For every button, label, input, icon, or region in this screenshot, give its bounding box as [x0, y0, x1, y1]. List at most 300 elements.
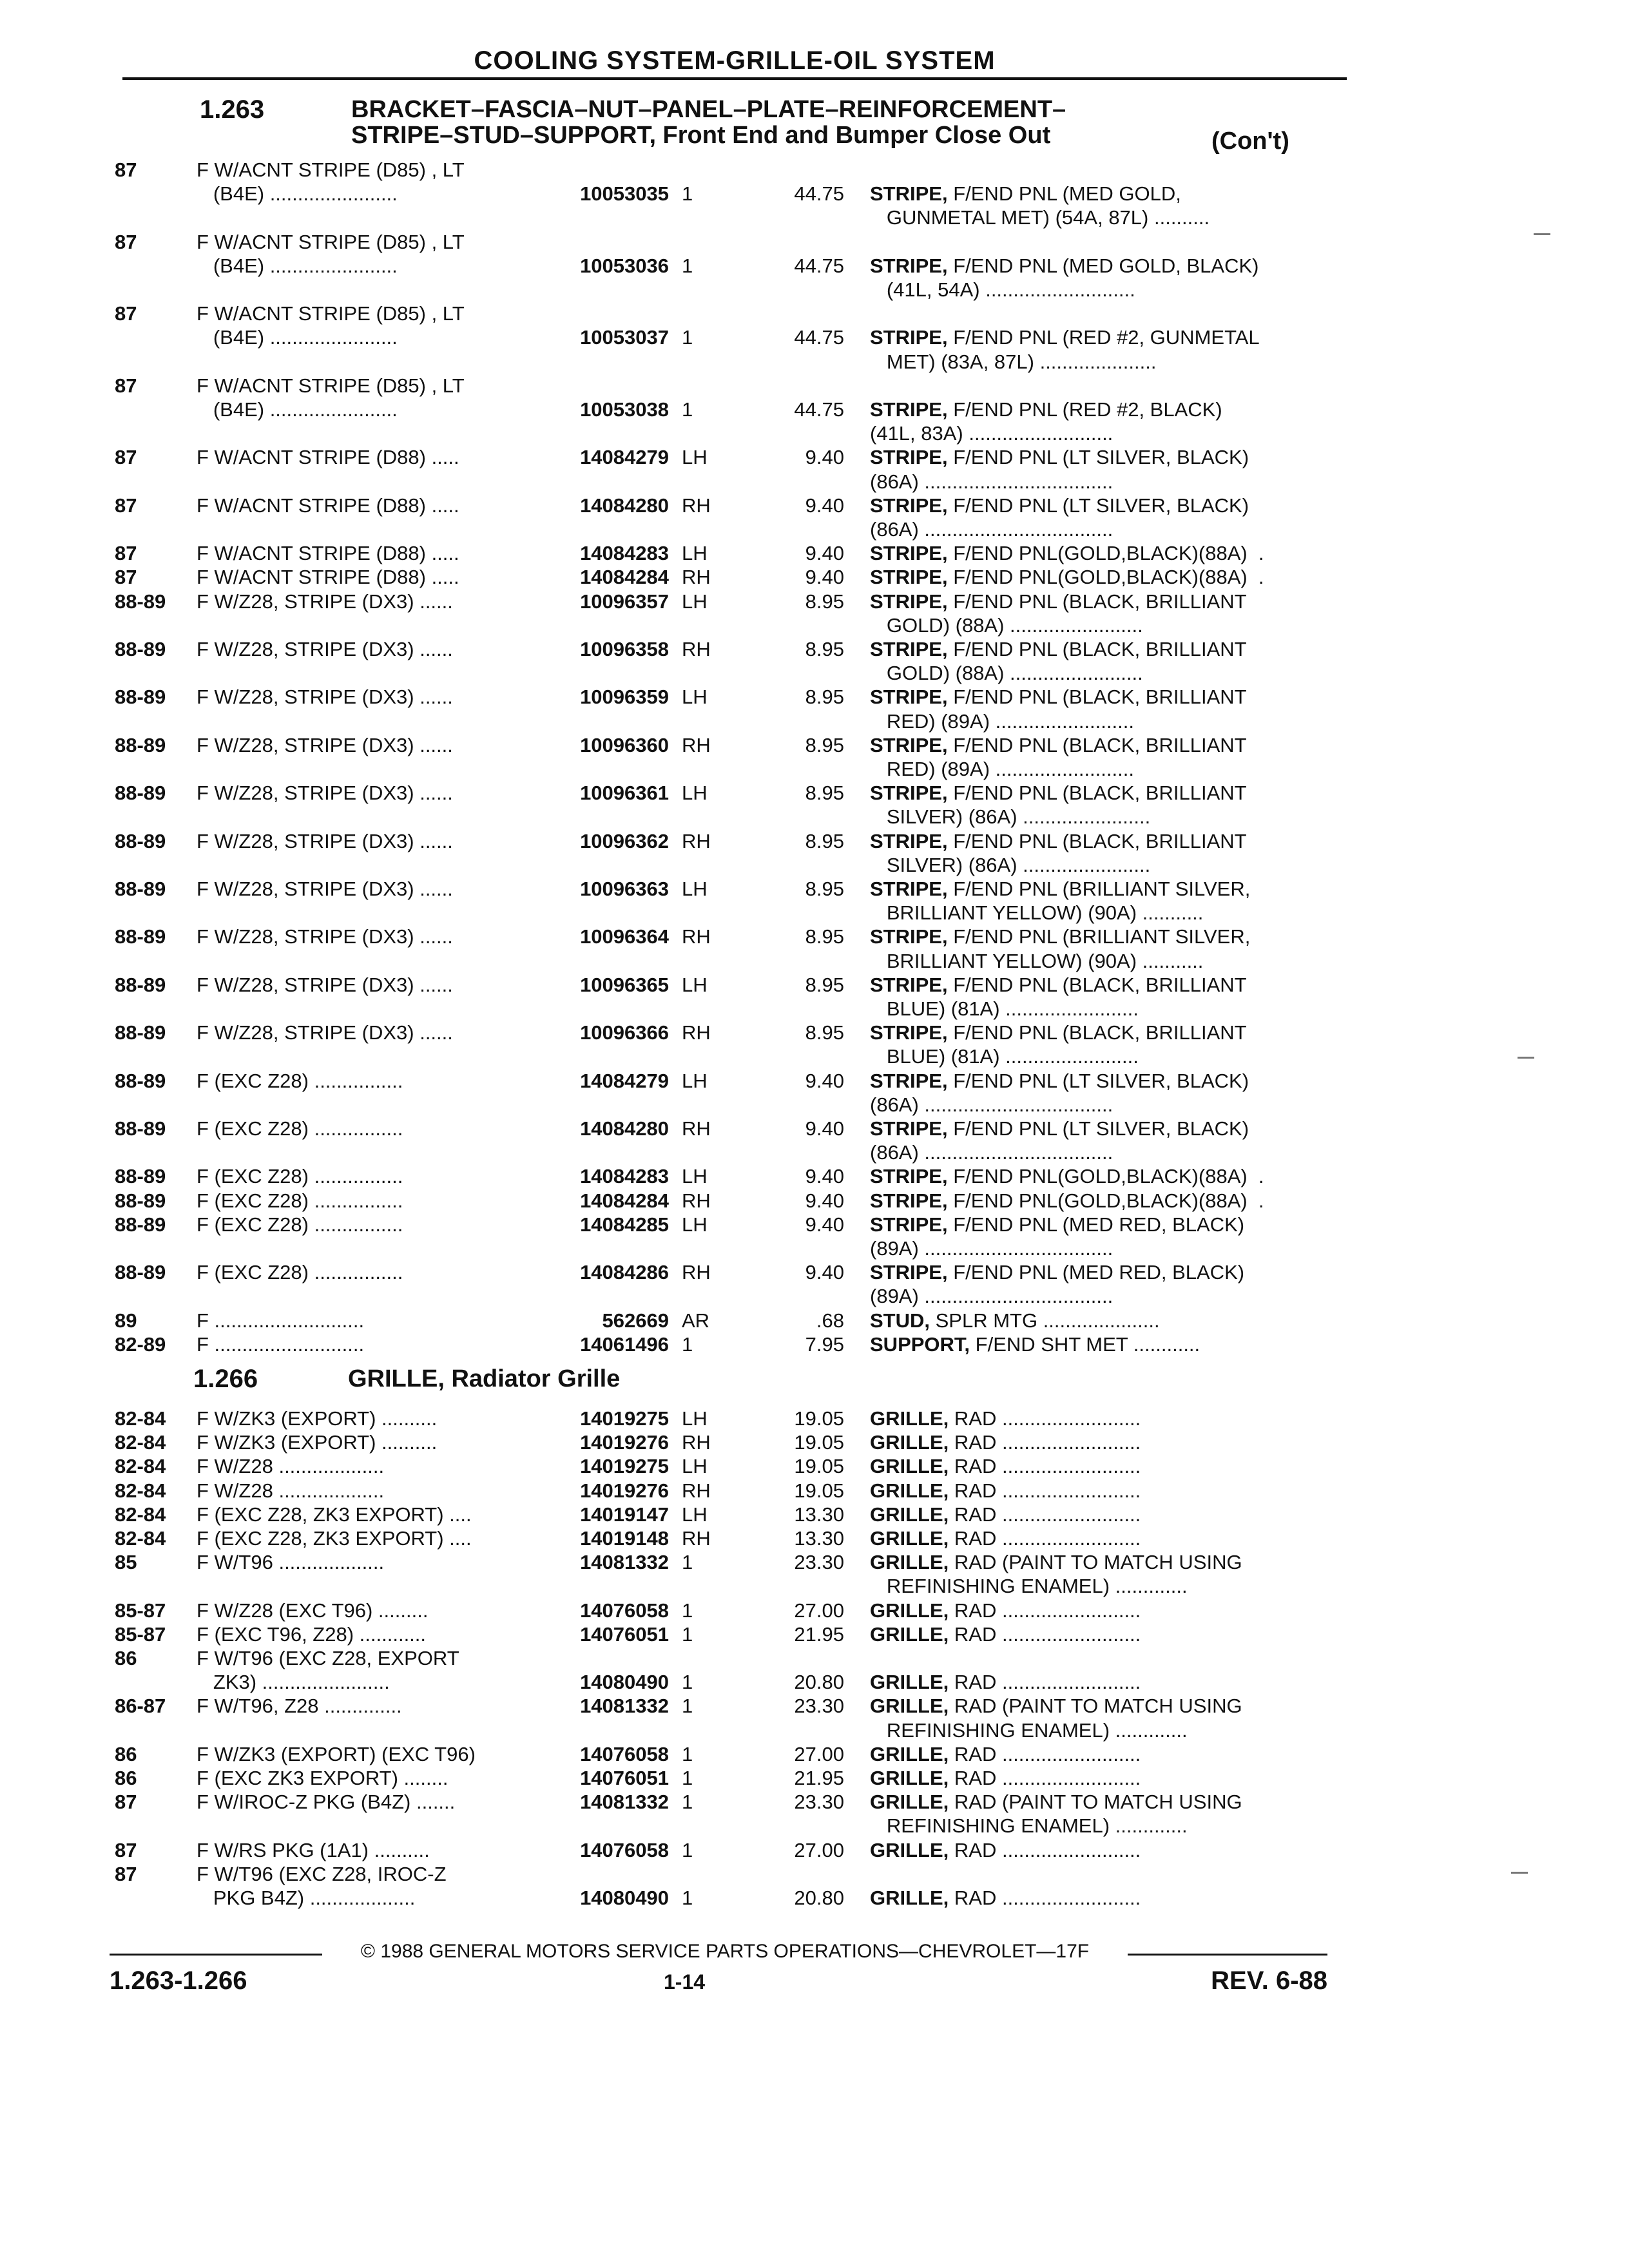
part-name: STRIPE, [870, 566, 948, 588]
section-title-1263-line2: STRIPE–STUD–SUPPORT, Front End and Bumper Close Out [351, 122, 1051, 149]
part-detail: RAD ......................... [949, 1671, 1141, 1693]
part-detail: F/END PNL (BLACK, BRILLIANT [947, 974, 1247, 996]
part-name: STUD, [870, 1309, 930, 1332]
part-detail: F/END PNL(GOLD,BLACK)(88A) . [947, 542, 1264, 564]
quantity-cell: 1 [682, 1887, 693, 1909]
part-name: STRIPE, [870, 1021, 948, 1044]
part-detail: F/END PNL (BLACK, BRILLIANT [947, 590, 1247, 613]
year-cell: 87 [115, 494, 137, 517]
description-cell [870, 1719, 1353, 1742]
price-cell: 9.40 [805, 1213, 844, 1236]
description-cell [870, 758, 1353, 781]
copyright-notice: © 1988 GENERAL MOTORS SERVICE PARTS OPERATIONS—CHEVROLET—17F [360, 1941, 1090, 1962]
part-detail: F/END PNL (BLACK, BRILLIANT [947, 638, 1247, 660]
part-detail: F/END PNL (BLACK, BRILLIANT [947, 686, 1247, 708]
description-cell [870, 1695, 1353, 1718]
price-cell: 23.30 [794, 1791, 844, 1813]
quantity-cell: LH [682, 590, 708, 613]
part-detail: (89A) .................................. [870, 1285, 1113, 1307]
part-detail: F/END PNL (BLACK, BRILLIANT [947, 1021, 1247, 1044]
part-detail: SILVER) (86A) ....................... [870, 854, 1151, 876]
price-cell: 44.75 [794, 255, 844, 277]
part-number-cell: 14019275 [580, 1407, 669, 1430]
application-cell: F W/Z28, STRIPE (DX3) ...... [197, 782, 453, 804]
part-name: STRIPE, [870, 590, 948, 613]
application-cell: (B4E) ....................... [197, 326, 398, 349]
description-cell [870, 1791, 1353, 1814]
description-cell [870, 590, 1353, 613]
quantity-cell: LH [682, 782, 708, 804]
year-cell: 88-89 [115, 734, 166, 756]
description-cell [870, 997, 1353, 1021]
year-cell: 87 [115, 302, 137, 325]
price-cell: 8.95 [805, 782, 844, 804]
description-cell [870, 854, 1353, 877]
description-cell [870, 255, 1353, 278]
part-detail: F/END PNL (MED GOLD, BLACK) [947, 255, 1259, 277]
year-cell: 82-84 [115, 1431, 166, 1454]
part-number-cell: 14084283 [580, 1165, 669, 1187]
description-cell [870, 542, 1353, 565]
year-cell: 88-89 [115, 782, 166, 804]
part-name: STRIPE, [870, 830, 948, 852]
year-cell: 88-89 [115, 1117, 166, 1140]
part-detail: F/END PNL (RED #2, GUNMETAL [947, 326, 1260, 349]
description-cell [870, 1503, 1353, 1526]
application-cell: F W/Z28, STRIPE (DX3) ...... [197, 830, 453, 852]
quantity-cell: 1 [682, 1743, 693, 1765]
part-detail: F/END PNL (BLACK, BRILLIANT [947, 734, 1247, 756]
quantity-cell: 1 [682, 326, 693, 349]
part-detail: RAD ......................... [949, 1887, 1141, 1909]
quantity-cell: AR [682, 1309, 710, 1332]
part-name: GRILLE, [870, 1527, 949, 1550]
quantity-cell: 1 [682, 1791, 693, 1813]
part-name: STRIPE, [870, 878, 948, 900]
price-cell: 8.95 [805, 1021, 844, 1044]
part-number-cell: 14080490 [580, 1671, 669, 1693]
part-detail: (86A) .................................. [870, 1141, 1113, 1164]
year-cell: 88-89 [115, 878, 166, 900]
quantity-cell: 1 [682, 1333, 693, 1356]
continued-label: (Con't) [1211, 128, 1289, 155]
description-cell [870, 566, 1353, 589]
price-cell: 9.40 [805, 542, 844, 564]
price-cell: 8.95 [805, 974, 844, 996]
year-cell: 87 [115, 1791, 137, 1813]
part-name: STRIPE, [870, 974, 948, 996]
year-cell: 87 [115, 374, 137, 397]
part-number-cell: 10096359 [580, 686, 669, 708]
description-cell [870, 1117, 1353, 1140]
part-number-cell: 14080490 [580, 1887, 669, 1909]
application-cell: F (EXC Z28) ................ [197, 1189, 403, 1212]
quantity-cell: RH [682, 566, 711, 588]
quantity-cell: LH [682, 686, 708, 708]
year-cell: 88-89 [115, 1165, 166, 1187]
part-name: STRIPE, [870, 1261, 948, 1283]
part-number-cell: 14084280 [580, 1117, 669, 1140]
description-cell [870, 1070, 1353, 1093]
part-name: GRILLE, [870, 1407, 949, 1430]
application-cell: F W/ZK3 (EXPORT) .......... [197, 1407, 438, 1430]
year-cell: 88-89 [115, 638, 166, 660]
year-cell: 85 [115, 1551, 137, 1573]
application-cell: F (EXC Z28, ZK3 EXPORT) .... [197, 1503, 472, 1526]
description-cell [870, 278, 1353, 302]
part-name: STRIPE, [870, 398, 948, 421]
part-detail: F/END PNL (LT SILVER, BLACK) [947, 446, 1249, 468]
description-cell [870, 1551, 1353, 1574]
description-cell [870, 662, 1353, 685]
part-detail: RAD ......................... [949, 1527, 1141, 1550]
part-number-cell: 14081332 [580, 1695, 669, 1717]
year-cell: 88-89 [115, 830, 166, 852]
description-cell [870, 1333, 1353, 1356]
part-name: STRIPE, [870, 1117, 948, 1140]
application-cell: F (EXC T96, Z28) ............ [197, 1623, 427, 1646]
part-name: GRILLE, [870, 1887, 949, 1909]
part-number-cell: 14019275 [580, 1455, 669, 1477]
part-number-cell: 14081332 [580, 1551, 669, 1573]
quantity-cell: RH [682, 494, 711, 517]
part-name: STRIPE, [870, 1165, 948, 1187]
section-title-1263-line1: BRACKET–FASCIA–NUT–PANEL–PLATE–REINFORCEMENT– [351, 96, 1066, 123]
quantity-cell: LH [682, 974, 708, 996]
footer-rule-right [1128, 1954, 1327, 1956]
part-number-cell: 14084283 [580, 542, 669, 564]
application-cell: F (EXC ZK3 EXPORT) ........ [197, 1767, 448, 1789]
year-cell: 88-89 [115, 1213, 166, 1236]
description-cell [870, 1887, 1353, 1910]
application-cell: ZK3) ....................... [197, 1671, 390, 1693]
part-detail: BLUE) (81A) ........................ [870, 1045, 1139, 1068]
year-cell: 88-89 [115, 686, 166, 708]
application-cell: F (EXC Z28) ................ [197, 1117, 403, 1140]
scan-edge-mark [1534, 233, 1550, 235]
description-cell [870, 1237, 1353, 1260]
part-name: GRILLE, [870, 1479, 949, 1502]
application-cell: F W/ZK3 (EXPORT) (EXC T96) [197, 1743, 476, 1765]
description-cell [870, 950, 1353, 973]
part-detail: F/END PNL (MED GOLD, [947, 182, 1181, 205]
description-cell [870, 206, 1353, 229]
description-cell [870, 1093, 1353, 1117]
quantity-cell: RH [682, 1527, 711, 1550]
price-cell: 8.95 [805, 734, 844, 756]
year-cell: 88-89 [115, 590, 166, 613]
application-cell: (B4E) ....................... [197, 255, 398, 277]
price-cell: 9.40 [805, 1070, 844, 1092]
part-number-cell: 14019148 [580, 1527, 669, 1550]
quantity-cell: RH [682, 1431, 711, 1454]
part-detail: (41L, 83A) .......................... [870, 422, 1113, 445]
quantity-cell: RH [682, 1117, 711, 1140]
part-detail: F/END PNL (MED RED, BLACK) [947, 1213, 1245, 1236]
part-number-cell: 14019276 [580, 1431, 669, 1454]
application-cell: F ........................... [197, 1333, 365, 1356]
application-cell: F W/ACNT STRIPE (D88) ..... [197, 542, 459, 564]
year-cell: 87 [115, 159, 137, 181]
part-name: GRILLE, [870, 1767, 949, 1789]
part-number-cell: 10053038 [580, 398, 669, 421]
part-number-cell: 14019276 [580, 1479, 669, 1502]
footer-rule-left [110, 1954, 322, 1956]
part-number-cell: 14076058 [580, 1599, 669, 1622]
year-cell: 85-87 [115, 1623, 166, 1646]
part-number-cell: 10053036 [580, 255, 669, 277]
year-cell: 86 [115, 1647, 137, 1669]
price-cell: 8.95 [805, 878, 844, 900]
description-cell [870, 1407, 1353, 1430]
application-cell: F W/T96 (EXC Z28, IROC-Z [197, 1863, 447, 1885]
description-cell [870, 1671, 1353, 1694]
year-cell: 87 [115, 1863, 137, 1885]
part-number-cell: 14084280 [580, 494, 669, 517]
part-detail: F/END SHT MET ............ [970, 1333, 1200, 1356]
price-cell: 9.40 [805, 566, 844, 588]
year-cell: 86-87 [115, 1695, 166, 1717]
year-cell: 87 [115, 566, 137, 588]
application-cell: PKG B4Z) ................... [197, 1887, 416, 1909]
price-cell: 44.75 [794, 326, 844, 349]
description-cell [870, 1285, 1353, 1308]
price-cell: 44.75 [794, 182, 844, 205]
application-cell: F W/ACNT STRIPE (D88) ..... [197, 446, 459, 468]
year-cell: 82-84 [115, 1407, 166, 1430]
quantity-cell: RH [682, 734, 711, 756]
price-cell: 19.05 [794, 1455, 844, 1477]
quantity-cell: LH [682, 1503, 708, 1526]
part-detail: RAD ......................... [949, 1767, 1141, 1789]
part-number-cell: 10096358 [580, 638, 669, 660]
part-name: STRIPE, [870, 925, 948, 948]
scan-edge-mark [1518, 1057, 1534, 1059]
section-number-1266: 1.266 [193, 1365, 258, 1393]
part-name: GRILLE, [870, 1599, 949, 1622]
part-detail: F/END PNL (LT SILVER, BLACK) [947, 1070, 1249, 1092]
price-cell: .68 [816, 1309, 844, 1332]
description-cell [870, 1309, 1353, 1332]
part-number-cell: 10053037 [580, 326, 669, 349]
part-name: GRILLE, [870, 1743, 949, 1765]
application-cell: F W/ACNT STRIPE (D85) , LT [197, 159, 465, 181]
part-number-cell: 10096366 [580, 1021, 669, 1044]
description-cell [870, 398, 1353, 421]
quantity-cell: LH [682, 1165, 708, 1187]
price-cell: 9.40 [805, 1261, 844, 1283]
price-cell: 23.30 [794, 1551, 844, 1573]
part-name: GRILLE, [870, 1431, 949, 1454]
price-cell: 44.75 [794, 398, 844, 421]
part-detail: RAD ......................... [949, 1599, 1141, 1622]
quantity-cell: LH [682, 542, 708, 564]
application-cell: F W/Z28, STRIPE (DX3) ...... [197, 878, 453, 900]
scan-edge-mark [1511, 1872, 1528, 1874]
description-cell [870, 1527, 1353, 1550]
quantity-cell: 1 [682, 1839, 693, 1861]
year-cell: 82-84 [115, 1455, 166, 1477]
part-name: STRIPE, [870, 1213, 948, 1236]
part-detail: GOLD) (88A) ........................ [870, 662, 1143, 684]
year-cell: 86 [115, 1743, 137, 1765]
description-cell [870, 518, 1353, 541]
year-cell: 86 [115, 1767, 137, 1789]
price-cell: 9.40 [805, 1189, 844, 1212]
year-cell: 82-84 [115, 1527, 166, 1550]
part-detail: RAD (PAINT TO MATCH USING [949, 1791, 1242, 1813]
year-cell: 82-84 [115, 1479, 166, 1502]
part-number-cell: 14084286 [580, 1261, 669, 1283]
year-cell: 88-89 [115, 974, 166, 996]
year-cell: 87 [115, 231, 137, 253]
part-detail: F/END PNL(GOLD,BLACK)(88A) . [947, 566, 1264, 588]
year-cell: 82-89 [115, 1333, 166, 1356]
part-number-cell: 14076058 [580, 1839, 669, 1861]
description-cell [870, 1623, 1353, 1646]
application-cell: F W/Z28, STRIPE (DX3) ...... [197, 686, 453, 708]
quantity-cell: 1 [682, 1623, 693, 1646]
part-name: STRIPE, [870, 1070, 948, 1092]
application-cell: F W/Z28, STRIPE (DX3) ...... [197, 734, 453, 756]
description-cell [870, 326, 1353, 349]
description-cell [870, 1575, 1353, 1598]
part-detail: BRILLIANT YELLOW) (90A) ........... [870, 901, 1204, 924]
description-cell [870, 1189, 1353, 1213]
description-cell [870, 1431, 1353, 1454]
part-name: GRILLE, [870, 1671, 949, 1693]
description-cell [870, 446, 1353, 469]
quantity-cell: RH [682, 1261, 711, 1283]
price-cell: 9.40 [805, 1165, 844, 1187]
price-cell: 21.95 [794, 1767, 844, 1789]
part-name: STRIPE, [870, 638, 948, 660]
section-title-1266: GRILLE, Radiator Grille [348, 1365, 621, 1392]
year-cell: 88-89 [115, 925, 166, 948]
quantity-cell: RH [682, 1189, 711, 1212]
part-detail: F/END PNL (BRILLIANT SILVER, [947, 878, 1251, 900]
part-name: STRIPE, [870, 326, 948, 349]
quantity-cell: RH [682, 1479, 711, 1502]
part-detail: RAD (PAINT TO MATCH USING [949, 1551, 1242, 1573]
part-detail: GOLD) (88A) ........................ [870, 614, 1143, 637]
part-name: GRILLE, [870, 1503, 949, 1526]
part-detail: F/END PNL (MED RED, BLACK) [947, 1261, 1245, 1283]
part-detail: RED) (89A) ......................... [870, 758, 1134, 780]
application-cell: F W/ACNT STRIPE (D88) ..... [197, 566, 459, 588]
year-cell: 88-89 [115, 1189, 166, 1212]
part-number-cell: 14084279 [580, 1070, 669, 1092]
year-cell: 82-84 [115, 1503, 166, 1526]
price-cell: 19.05 [794, 1479, 844, 1502]
part-number-cell: 10053035 [580, 182, 669, 205]
application-cell: F W/ACNT STRIPE (D85) , LT [197, 374, 465, 397]
part-number-cell: 14084279 [580, 446, 669, 468]
part-detail: RAD ......................... [949, 1503, 1141, 1526]
application-cell: F W/ZK3 (EXPORT) .......... [197, 1431, 438, 1454]
part-detail: (86A) .................................. [870, 1093, 1113, 1116]
price-cell: 21.95 [794, 1623, 844, 1646]
application-cell: F W/Z28, STRIPE (DX3) ...... [197, 1021, 453, 1044]
year-cell: 87 [115, 1839, 137, 1861]
part-detail: RAD ......................... [949, 1455, 1141, 1477]
quantity-cell: 1 [682, 182, 693, 205]
part-detail: (86A) .................................. [870, 518, 1113, 541]
part-number-cell: 10096364 [580, 925, 669, 948]
description-cell [870, 710, 1353, 733]
price-cell: 8.95 [805, 590, 844, 613]
price-cell: 9.40 [805, 494, 844, 517]
quantity-cell: 1 [682, 1671, 693, 1693]
part-detail: (86A) .................................. [870, 470, 1113, 493]
part-number-cell: 10096362 [580, 830, 669, 852]
description-cell [870, 470, 1353, 494]
description-cell [870, 1261, 1353, 1284]
part-detail: RAD ......................... [949, 1479, 1141, 1502]
part-number-cell: 14084285 [580, 1213, 669, 1236]
application-cell: F W/Z28 ................... [197, 1479, 385, 1502]
part-detail: GUNMETAL MET) (54A, 87L) .......... [870, 206, 1210, 229]
application-cell: F (EXC Z28, ZK3 EXPORT) .... [197, 1527, 472, 1550]
part-number-cell: 14076051 [580, 1623, 669, 1646]
part-name: STRIPE, [870, 182, 948, 205]
description-cell [870, 805, 1353, 829]
part-detail: F/END PNL(GOLD,BLACK)(88A) . [947, 1165, 1264, 1187]
part-number-cell: 14076051 [580, 1767, 669, 1789]
quantity-cell: 1 [682, 1767, 693, 1789]
application-cell: F W/Z28 ................... [197, 1455, 385, 1477]
year-cell: 87 [115, 542, 137, 564]
price-cell: 7.95 [805, 1333, 844, 1356]
part-detail: SILVER) (86A) ....................... [870, 805, 1151, 828]
part-number-cell: 14084284 [580, 1189, 669, 1212]
application-cell: F (EXC Z28) ................ [197, 1213, 403, 1236]
description-cell [870, 1839, 1353, 1862]
part-detail: F/END PNL(GOLD,BLACK)(88A) . [947, 1189, 1264, 1212]
part-detail: REFINISHING ENAMEL) ............. [870, 1814, 1188, 1837]
part-detail: BRILLIANT YELLOW) (90A) ........... [870, 950, 1204, 972]
part-detail: REFINISHING ENAMEL) ............. [870, 1575, 1188, 1597]
section-range: 1.263-1.266 [110, 1966, 247, 1995]
part-name: GRILLE, [870, 1791, 949, 1813]
part-detail: RAD ......................... [949, 1839, 1141, 1861]
part-detail: RAD ......................... [949, 1743, 1141, 1765]
quantity-cell: LH [682, 446, 708, 468]
part-number-cell: 562669 [602, 1309, 669, 1332]
description-cell [870, 1479, 1353, 1503]
price-cell: 20.80 [794, 1887, 844, 1909]
part-name: GRILLE, [870, 1839, 949, 1861]
part-number-cell: 10096357 [580, 590, 669, 613]
part-detail: F/END PNL (LT SILVER, BLACK) [947, 1117, 1249, 1140]
year-cell: 89 [115, 1309, 137, 1332]
part-detail: (89A) .................................. [870, 1237, 1113, 1260]
application-cell: F W/Z28, STRIPE (DX3) ...... [197, 974, 453, 996]
quantity-cell: 1 [682, 1599, 693, 1622]
application-cell: F (EXC Z28) ................ [197, 1261, 403, 1283]
description-cell [870, 351, 1353, 374]
quantity-cell: 1 [682, 1551, 693, 1573]
part-name: STRIPE, [870, 1189, 948, 1212]
description-cell [870, 734, 1353, 757]
part-number-cell: 14061496 [580, 1333, 669, 1356]
part-name: GRILLE, [870, 1455, 949, 1477]
description-cell [870, 1743, 1353, 1766]
part-detail: F/END PNL (BLACK, BRILLIANT [947, 782, 1247, 804]
year-cell: 88-89 [115, 1021, 166, 1044]
quantity-cell: RH [682, 1021, 711, 1044]
part-name: GRILLE, [870, 1695, 949, 1717]
